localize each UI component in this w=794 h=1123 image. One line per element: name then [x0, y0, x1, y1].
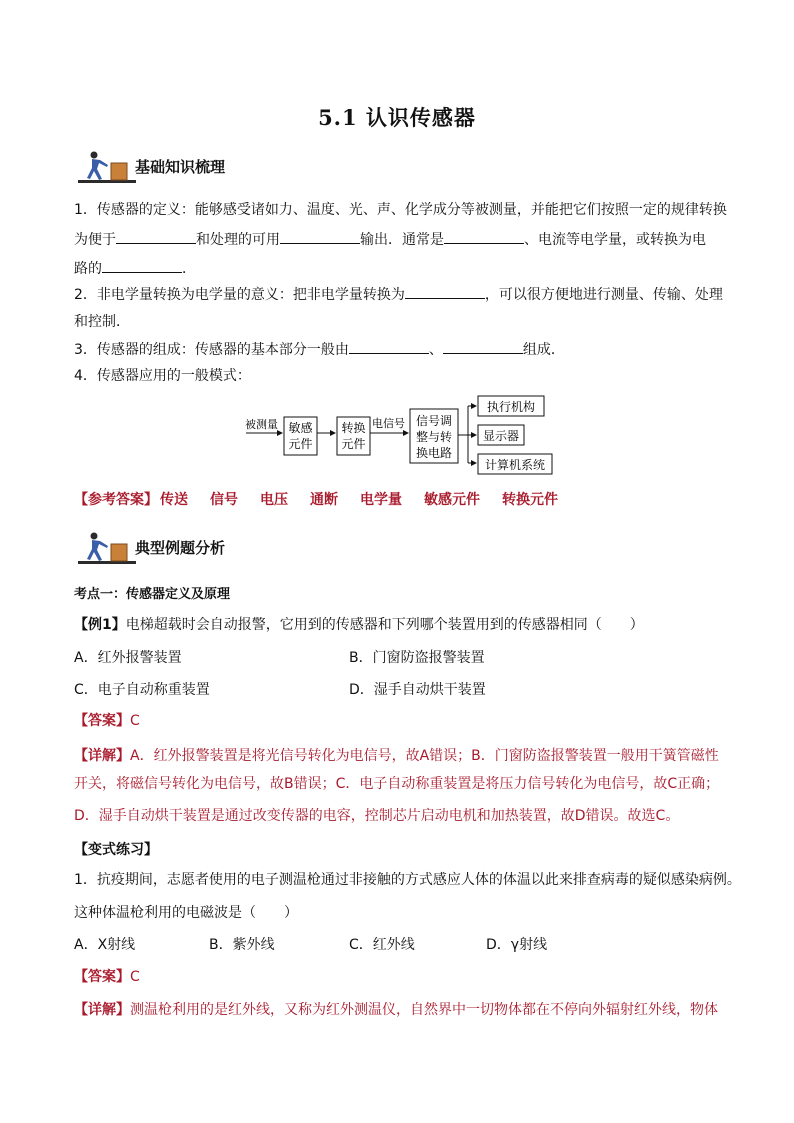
- option-d: D．γ射线: [486, 937, 548, 953]
- answer-item: 转换元件: [502, 492, 558, 508]
- blank: [102, 258, 182, 273]
- diagram-text: 整与转: [415, 430, 453, 444]
- q2-line-2: 和控制．: [74, 314, 130, 330]
- option-b: B．门窗防盗报警装置: [349, 650, 485, 666]
- q1-line-2: 为便于 和处理的可用 输出．通常是 、电流等电学量，或转换为电: [74, 229, 734, 250]
- q2-line-1: 2．非电学量转换为电学量的意义：把非电学量转换为 ，可以很方便地进行测量、传输、处理: [74, 284, 734, 305]
- section-heading-basics: [78, 150, 338, 184]
- answer-item: 敏感元件: [424, 492, 480, 508]
- person-pushing-box-icon: [78, 531, 136, 565]
- page-title: 5.1 认识传感器: [318, 105, 476, 130]
- example-1-detail-1: 【详解】A．红外报警装置是将光信号转化为电信号，故A错误；B．门窗防盗报警装置一般用干簧管磁性: [74, 748, 719, 764]
- example-1-detail-2: 开关，将磁信号转化为电信号，故B错误；C．电子自动称重装置是将压力信号转化为电信号，故C正确；: [74, 776, 720, 792]
- diagram-input-label: 被测量: [245, 418, 278, 431]
- example-1-detail-3: D．湿手自动烘干装置是通过改变传器的电容，控制芯片启动电机和加热装置，故D错误。故选C。: [74, 808, 680, 824]
- section-heading-label: 典型例题分析: [135, 539, 226, 557]
- option-a: A．X射线: [74, 937, 136, 953]
- reference-answers: [74, 490, 734, 510]
- example-1-answer: 【答案】C: [74, 713, 140, 729]
- answer-item: 传送: [160, 492, 188, 508]
- key-point-1: 考点一：传感器定义及原理: [74, 587, 231, 602]
- option-c: C．红外线: [349, 937, 415, 953]
- diagram-text: 转换: [341, 421, 366, 435]
- sensor-flow-diagram: [244, 395, 559, 475]
- option-a: A．红外报警装置: [74, 650, 182, 666]
- blank: [116, 229, 196, 244]
- variant-1-question-2: 这种体温枪利用的电磁波是（ ）: [74, 905, 298, 921]
- example-1-question: 【例1】电梯超载时会自动报警，它用到的传感器和下列哪个装置用到的传感器相同（ ）: [74, 617, 644, 633]
- q1-line-3: 路的 ．: [74, 258, 734, 279]
- blank: [444, 229, 524, 244]
- diagram-text: 计算机系统: [484, 458, 546, 472]
- q1-line-1: 1．传感器的定义：能够感受诸如力、温度、光、声、化学成分等被测量，并能把它们按照一定的规律转换: [74, 202, 727, 218]
- variant-1-question-1: 1．抗疫期间，志愿者使用的电子测温枪通过非接触的方式感应人体的体温以此来排查病毒的疑似感染病例。: [74, 872, 741, 888]
- answer-item: 通断: [310, 492, 338, 508]
- diagram-text: 元件: [288, 437, 313, 451]
- diagram-text: 执行机构: [486, 400, 536, 414]
- option-d: D．湿手自动烘干装置: [349, 682, 486, 698]
- example-1-options-row-2: [74, 680, 734, 700]
- section-heading-examples: [78, 531, 338, 565]
- blank: [443, 339, 523, 354]
- diagram-text: 元件: [341, 437, 366, 451]
- q4-line: 4．传感器应用的一般模式：: [74, 368, 251, 384]
- section-heading-label: 基础知识梳理: [135, 158, 226, 176]
- variant-practice-label: 【变式练习】: [74, 842, 158, 858]
- answer-item: 信号: [210, 492, 238, 508]
- diagram-text: 显示器: [482, 429, 520, 443]
- diagram-text: 信号调: [415, 414, 453, 428]
- variant-1-detail: 【详解】测温枪利用的是红外线，又称为红外测温仪，自然界中一切物体都在不停向外辐射红外线，物体: [74, 1002, 718, 1018]
- q3-line: 3．传感器的组成：传感器的基本部分一般由 、 组成．: [74, 339, 734, 360]
- option-b: B．紫外线: [209, 937, 275, 953]
- diagram-text: 换电路: [415, 446, 453, 460]
- example-1-options-row-1: [74, 648, 734, 668]
- blank: [405, 284, 485, 299]
- person-pushing-box-icon: [78, 150, 136, 184]
- diagram-signal-label: 电信号: [372, 417, 405, 430]
- variant-1-answer: 【答案】C: [74, 969, 140, 985]
- answer-item: 电学量: [360, 492, 402, 508]
- diagram-text: 敏感: [288, 421, 313, 435]
- answer-item: 电压: [260, 492, 288, 508]
- answer-label: 【参考答案】: [74, 492, 158, 508]
- blank: [349, 339, 429, 354]
- blank: [280, 229, 360, 244]
- option-c: C．电子自动称重装置: [74, 682, 210, 698]
